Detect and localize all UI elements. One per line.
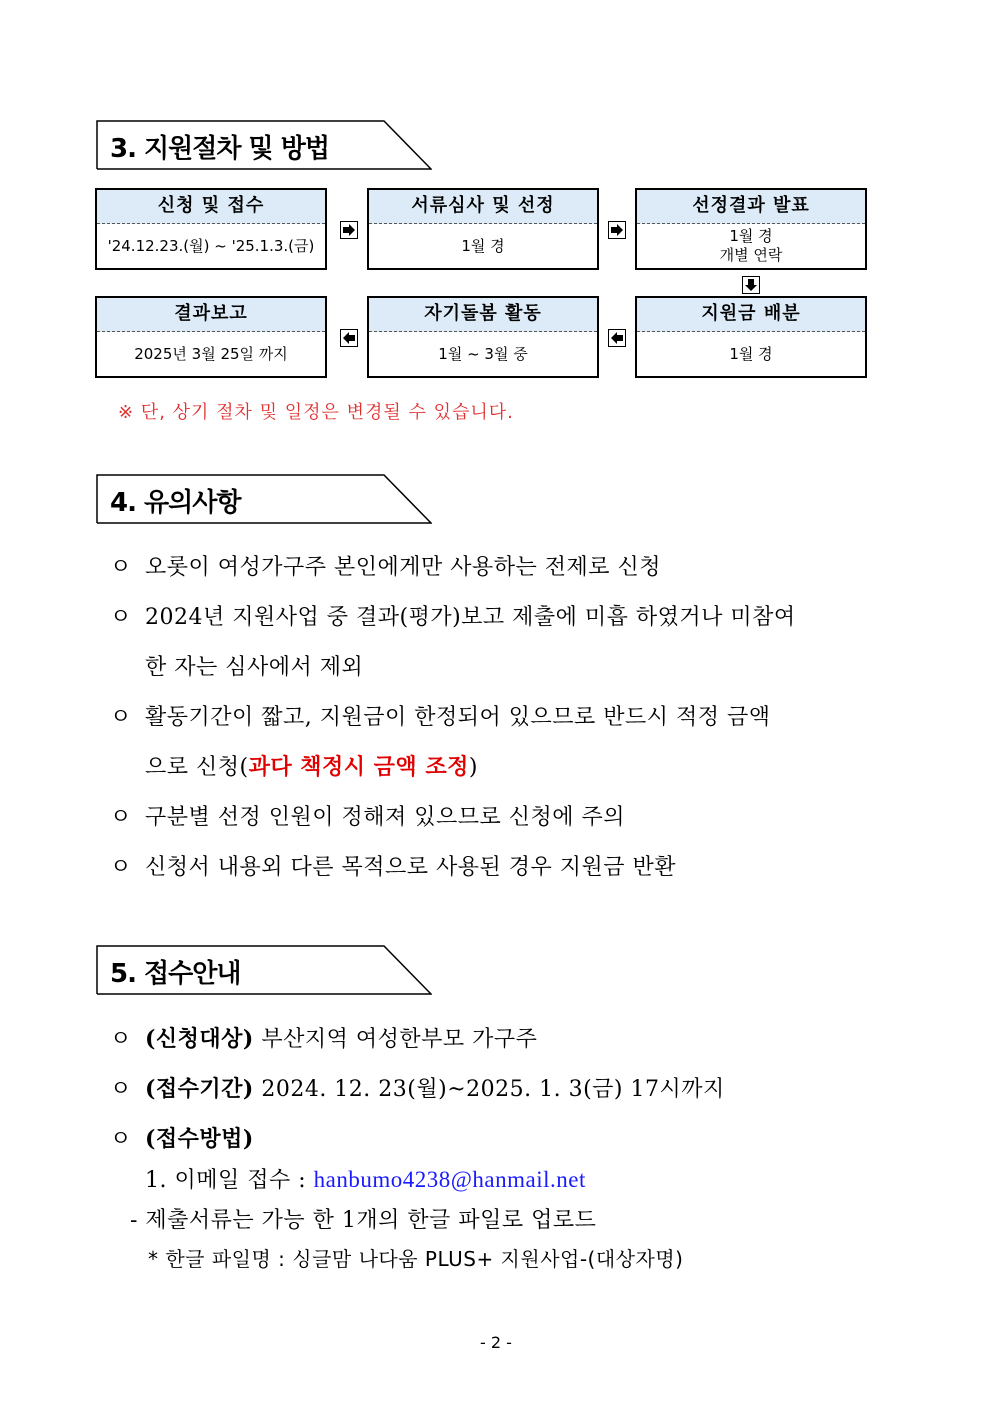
step-note: 개별 연락 [719,246,783,264]
step-activity-box [367,296,599,378]
step-review-box [367,188,599,270]
step-announce-box [635,188,867,270]
step-distribute-box [635,296,867,378]
step-date: 2025년 3월 25일 까지 [134,344,288,363]
list-item [110,1072,725,1103]
step-title: 지원금 배분 [637,298,865,332]
email-link[interactable]: hanbumo4238@hanmail.net [313,1167,586,1192]
bullet-icon: ㅇ [110,555,132,580]
list-item [110,700,771,731]
arrow-left-icon [608,329,626,347]
field-value: 2024. 12. 23(월)~2025. 1. 3(금) 17시까지 [261,1077,725,1102]
section-3-title: 3. 지원절차 및 방법 [110,134,329,164]
list-item-continuation [145,750,478,781]
submission-note: - 제출서류는 가능 한 1개의 한글 파일로 업로드 [130,1208,597,1233]
list-item-text: 활동기간이 짧고, 지원금이 한정되어 있으므로 반드시 적정 금액 [145,705,771,730]
step-report-box [95,296,327,378]
page-number: - 2 - [480,1333,512,1352]
text-segment: 으로 신청( [145,755,249,780]
bullet-icon: ㅇ [110,1027,132,1052]
step-title: 자기돌봄 활동 [369,298,597,332]
text-segment: 1. 이메일 접수 : [145,1168,314,1193]
bullet-icon: ㅇ [110,855,132,880]
section-4-heading [96,474,432,524]
list-item-continuation: 한 자는 심사에서 제외 [145,655,364,680]
bullet-icon: ㅇ [110,805,132,830]
section-4-title: 4. 유의사항 [110,488,241,518]
section-5-title: 5. 접수안내 [110,959,241,989]
field-label: (접수방법) [145,1126,254,1152]
field-label: (신청대상) [145,1026,254,1052]
section-5-heading [96,945,432,995]
filename-note: * 한글 파일명 : 싱글맘 나다움 PLUS+ 지원사업-(대상자명) [148,1247,684,1271]
field-value: 부산지역 여성한부모 가구주 [261,1027,538,1052]
step-date: 1월 경 [729,227,773,245]
bullet-icon: ㅇ [110,1077,132,1102]
bullet-icon: ㅇ [110,605,132,630]
section-3-heading [96,120,432,170]
field-label: (접수기간) [145,1076,254,1102]
step-title: 선정결과 발표 [637,190,865,224]
bullet-icon: ㅇ [110,705,132,730]
list-item [110,1022,537,1053]
step-date: '24.12.23.(월) ~ '25.1.3.(금) [107,236,315,255]
step-title: 신청 및 접수 [97,190,325,224]
arrow-down-icon [742,276,760,294]
step-title: 서류심사 및 선정 [369,190,597,224]
list-item-text: 2024년 지원사업 중 결과(평가)보고 제출에 미흡 하였거나 미참여 [145,605,796,630]
list-item [110,600,796,631]
email-line [145,1163,586,1194]
warning-text: 과다 책정시 금액 조정 [248,754,469,780]
bullet-icon: ㅇ [110,1127,132,1152]
step-title: 결과보고 [97,298,325,332]
list-item [110,850,676,881]
step-date: 1월 경 [729,344,773,363]
step-date: 1월 ~ 3월 중 [438,344,528,363]
step-date: 1월 경 [461,236,505,255]
list-item [110,800,625,831]
list-item [110,550,661,581]
list-item [110,1122,254,1153]
arrow-left-icon [340,329,358,347]
step-apply-box [95,188,327,270]
arrow-right-icon [340,221,358,239]
list-item-text: 오롯이 여성가구주 본인에게만 사용하는 전제로 신청 [145,555,662,580]
text-segment: ) [468,755,478,780]
schedule-change-notice: ※ 단, 상기 절차 및 일정은 변경될 수 있습니다. [118,402,514,423]
arrow-right-icon [608,221,626,239]
list-item-text: 구분별 선정 인원이 정해져 있으므로 신청에 주의 [145,805,626,830]
list-item-text: 신청서 내용외 다른 목적으로 사용된 경우 지원금 반환 [145,855,676,880]
